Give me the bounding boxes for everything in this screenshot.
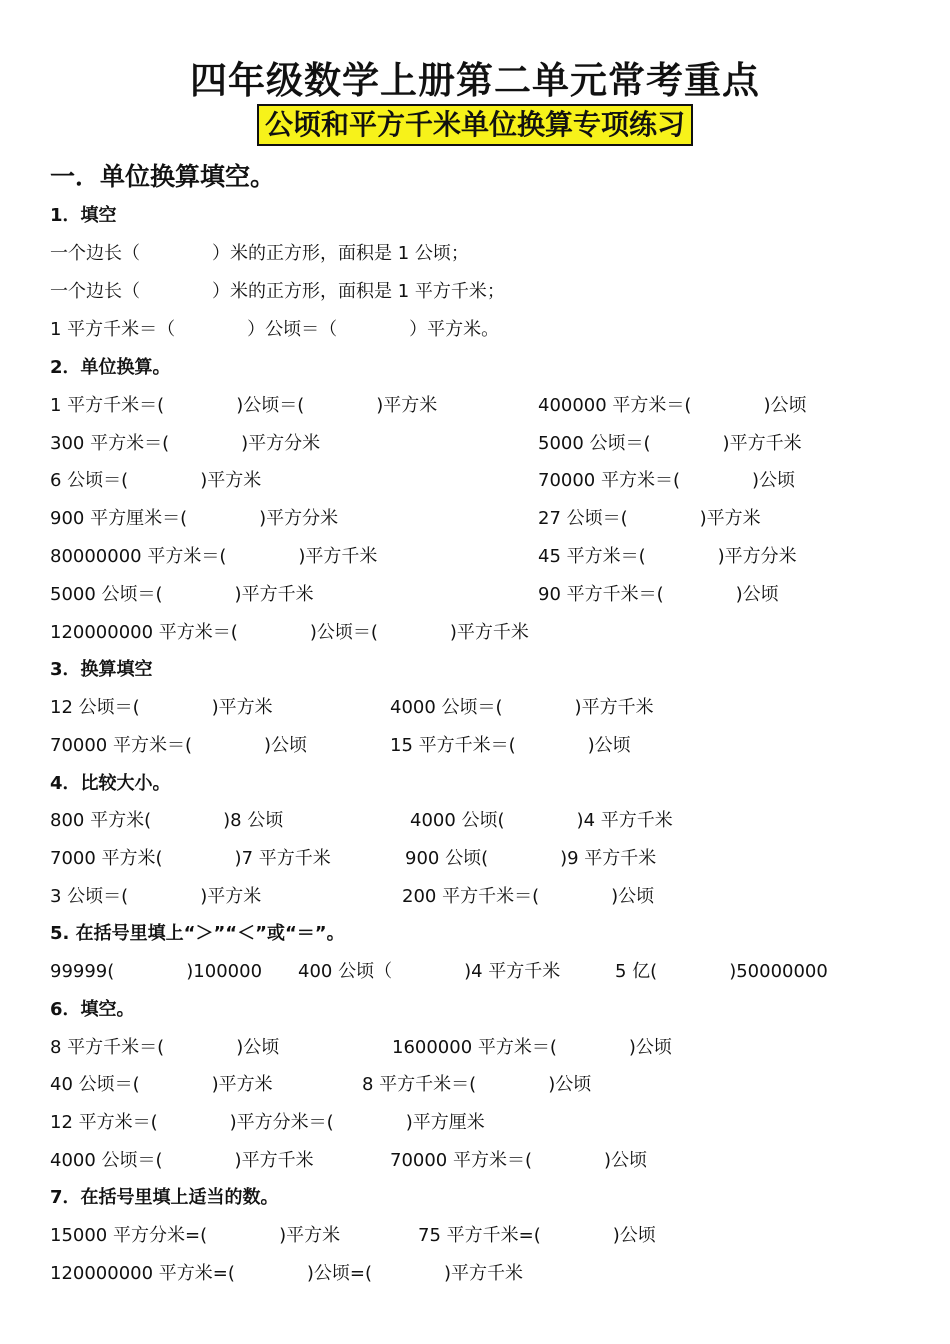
q6-left-item: 8 平方千米＝( )公顷 [50, 1037, 280, 1058]
q4-heading: 4．比较大小。 [50, 773, 171, 794]
q5-heading: 5. 在括号里填上“＞”“＜”或“＝”。 [50, 923, 345, 944]
q2-right-item: 90 平方千米＝( )公顷 [538, 584, 779, 605]
q1-line: 一个边长（ ）米的正方形，面积是 1 公顷； [50, 243, 469, 264]
q7-left-item: 15000 平方分米=( )平方米 [50, 1225, 341, 1246]
q4-left-item: 7000 平方米( )7 平方千米 [50, 848, 331, 869]
q3-heading: 3．换算填空 [50, 659, 153, 680]
q1-line: 1 平方千米＝（ ）公顷＝（ ）平方米。 [50, 319, 500, 340]
q2-left-item: 80000000 平方米＝( )平方千米 [50, 546, 378, 567]
q2-right-item: 5000 公顷＝( )平方千米 [538, 433, 802, 454]
q4-right-item: 4000 公顷( )4 平方千米 [410, 810, 673, 831]
q6-left-item: 4000 公顷＝( )平方千米 [50, 1150, 314, 1171]
q7-right-item: 75 平方千米=( )公顷 [418, 1225, 656, 1246]
q2-left-item: 5000 公顷＝( )平方千米 [50, 584, 314, 605]
q6-right-item: 1600000 平方米＝( )公顷 [392, 1037, 672, 1058]
q2-left-item: 120000000 平方米＝( )公顷＝( )平方千米 [50, 622, 529, 643]
q3-right-item: 4000 公顷＝( )平方千米 [390, 697, 654, 718]
q1-line: 一个边长（ ）米的正方形，面积是 1 平方千米； [50, 281, 505, 302]
q4-left-item: 800 平方米( )8 公顷 [50, 810, 284, 831]
worksheet-subtitle: 公顷和平方千米单位换算专项练习 [257, 104, 693, 146]
q4-right-item: 900 公顷( )9 平方千米 [405, 848, 657, 869]
q7-left-item: 120000000 平方米=( )公顷=( )平方千米 [50, 1263, 524, 1284]
q3-left-item: 12 公顷＝( )平方米 [50, 697, 273, 718]
q3-left-item: 70000 平方米＝( )公顷 [50, 735, 308, 756]
q6-left-item: 12 平方米＝( )平方分米＝( )平方厘米 [50, 1112, 485, 1133]
q2-left-item: 300 平方米＝( )平方分米 [50, 433, 321, 454]
q2-left-item: 6 公顷＝( )平方米 [50, 470, 262, 491]
q5-item: 5 亿( )50000000 [615, 961, 828, 982]
q2-heading: 2．单位换算。 [50, 357, 171, 378]
q6-right-item: 70000 平方米＝( )公顷 [390, 1150, 648, 1171]
q2-right-item: 400000 平方米＝( )公顷 [538, 395, 807, 416]
q6-heading: 6．填空。 [50, 999, 135, 1020]
q6-right-item: 8 平方千米＝( )公顷 [362, 1074, 592, 1095]
subtitle-wrap [0, 104, 950, 146]
q2-right-item: 45 平方米＝( )平方分米 [538, 546, 797, 567]
q5-item: 400 公顷（ )4 平方千米 [298, 961, 561, 982]
q7-heading: 7．在括号里填上适当的数。 [50, 1187, 279, 1208]
q5-item: 99999( )100000 [50, 961, 263, 982]
section-heading: 一．单位换算填空。 [50, 162, 276, 191]
q4-right-item: 200 平方千米＝( )公顷 [402, 886, 655, 907]
q2-right-item: 27 公顷＝( )平方米 [538, 508, 761, 529]
q2-left-item: 1 平方千米＝( )公顷＝( )平方米 [50, 395, 438, 416]
q2-left-item: 900 平方厘米＝( )平方分米 [50, 508, 339, 529]
q1-heading: 1．填空 [50, 205, 117, 226]
q2-right-item: 70000 平方米＝( )公顷 [538, 470, 796, 491]
worksheet-title: 四年级数学上册第二单元常考重点 [190, 59, 760, 102]
q6-left-item: 40 公顷＝( )平方米 [50, 1074, 273, 1095]
q4-left-item: 3 公顷＝( )平方米 [50, 886, 262, 907]
q3-right-item: 15 平方千米＝( )公顷 [390, 735, 631, 756]
